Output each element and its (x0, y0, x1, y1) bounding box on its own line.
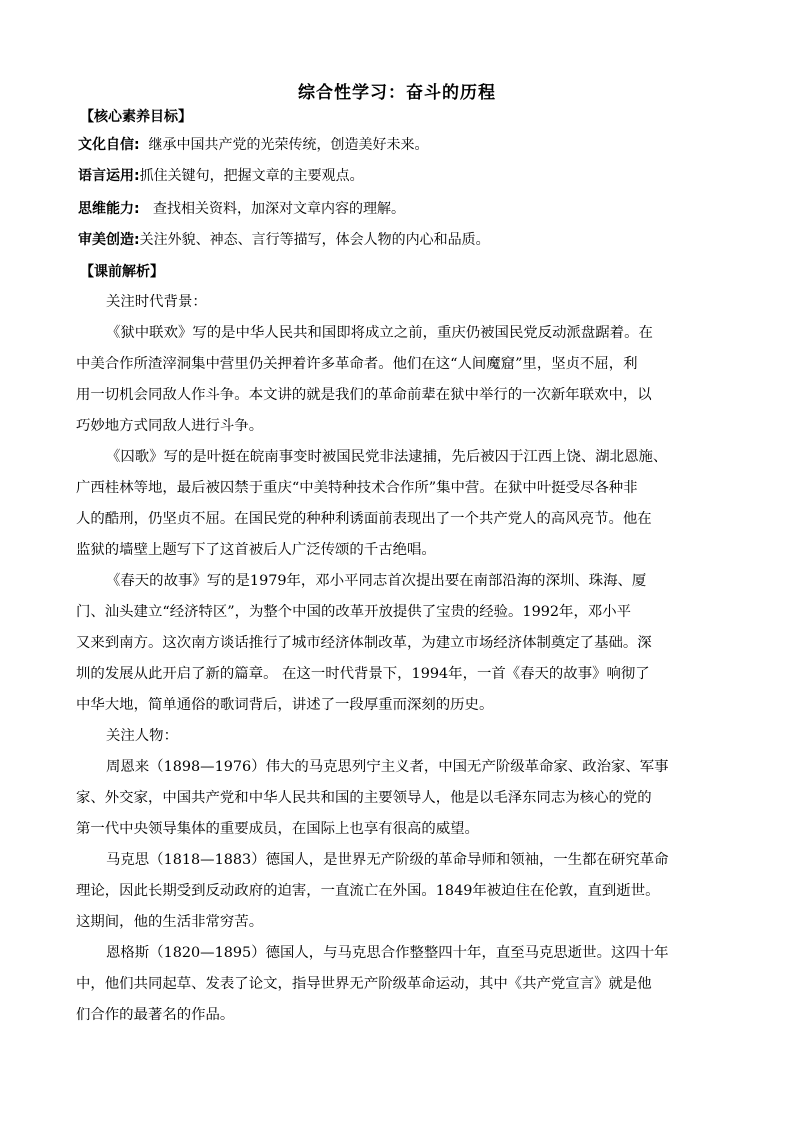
paragraph-line: 这期间，他的生活非常穷苦。 (76, 914, 264, 930)
paragraph-line: 中华大地，简单通俗的歌词背后，讲述了一段厚重而深刻的历史。 (76, 697, 494, 713)
goal-label: 语言运用: (78, 168, 140, 184)
paragraph-line: 用一切机会同敌人作斗争。本文讲的就是我们的革命前辈在狱中举行的一次新年联欢中，以 (76, 387, 652, 403)
paragraph-line: 《春天的故事》写的是1979年，邓小平同志首次提出要在南部沿海的深圳、珠海、厦 (106, 573, 647, 589)
paragraph-line: 人的酷刑，仍坚贞不屈。在国民党的种种利诱面前表现出了一个共产党人的高风亮节。他在 (76, 511, 652, 527)
paragraph-line: 《囚歌》写的是叶挺在皖南事变时被国民党非法逮捕，先后被囚于江西上饶、湖北恩施、 (106, 449, 668, 465)
paragraph-line: 中，他们共同起草、发表了论文，指导世界无产阶级革命运动，其中《共产党宣言》就是他 (76, 976, 652, 992)
paragraph-line: 们合作的最著名的作品。 (76, 1007, 235, 1023)
goal-text: 抓住关键句，把握文章的主要观点。 (139, 168, 364, 184)
paragraph-line: 周恩来（1898—1976）伟大的马克思列宁主义者，中国无产阶级革命家、政治家、军事 (106, 759, 669, 775)
goals-heading: 【核心素养目标】 (80, 109, 192, 125)
page-title: 综合性学习：奋斗的历程 (298, 83, 496, 103)
goal-label: 思维能力: (78, 201, 140, 217)
goal-label: 审美创造: (78, 232, 140, 248)
analysis-heading: 【课前解析】 (80, 264, 164, 280)
paragraph-line: 第一代中央领导集体的重要成员，在国际上也享有很高的威望。 (76, 821, 479, 837)
goal-language (78, 166, 364, 186)
paragraph-line: 马克思（1818—1883）德国人，是世界无产阶级的革命导师和领袖，一生都在研究革命 (106, 852, 669, 868)
paragraph-line: 恩格斯（1820—1895）德国人，与马克思合作整整四十年，直至马克思逝世。这四十年 (106, 945, 669, 961)
goal-text: 继承中国共产党的光荣传统，创造美好未来。 (148, 137, 429, 153)
paragraph-line: 关注时代背景： (106, 294, 207, 310)
goal-label: 文化自信: (78, 137, 140, 153)
paragraph-line: 门、汕头建立“经济特区”，为整个中国的改革开放提供了宝贵的经验。1992年，邓小平 (76, 604, 632, 620)
paragraph-line: 《狱中联欢》写的是中华人民共和国即将成立之前，重庆仍被国民党反动派盘踞着。在 (106, 325, 653, 341)
paragraph-line: 又来到南方。这次南方谈话推行了城市经济体制改革，为建立市场经济体制奠定了基础。深 (76, 635, 652, 651)
goal-thinking (78, 199, 405, 219)
paragraph-line: 巧妙地方式同敌人进行斗争。 (76, 418, 264, 434)
paragraph-line: 监狱的墙壁上题写下了这首被后人广泛传颂的千古绝唱。 (76, 542, 436, 558)
paragraph-line: 中美合作所渣滓洞集中营里仍关押着许多革命者。他们在这“人间魔窟”里，坚贞不屈，利 (76, 356, 638, 372)
paragraph-line: 关注人物： (106, 728, 178, 744)
goal-aesthetic (78, 230, 490, 250)
paragraph-line: 理论，因此长期受到反动政府的迫害，一直流亡在外国。1849年被迫住在伦敦，直到逝世。 (76, 883, 660, 899)
paragraph-line: 广西桂林等地，最后被囚禁于重庆“中美特种技术合作所”集中营。在狱中叶挺受尽各种非 (76, 480, 638, 496)
paragraph-line: 家、外交家，中国共产党和中华人民共和国的主要领导人，他是以毛泽东同志为核心的党的 (76, 790, 652, 806)
goal-text: 关注外貌、神态、言行等描写，体会人物的内心和品质。 (139, 232, 490, 248)
goal-culture (78, 135, 429, 155)
goal-text: 查找相关资料，加深对文章内容的理解。 (152, 201, 405, 217)
paragraph-line: 圳的发展从此开启了新的篇章。 在这一时代背景下，1994年，一首《春天的故事》响彻了 (76, 666, 650, 682)
